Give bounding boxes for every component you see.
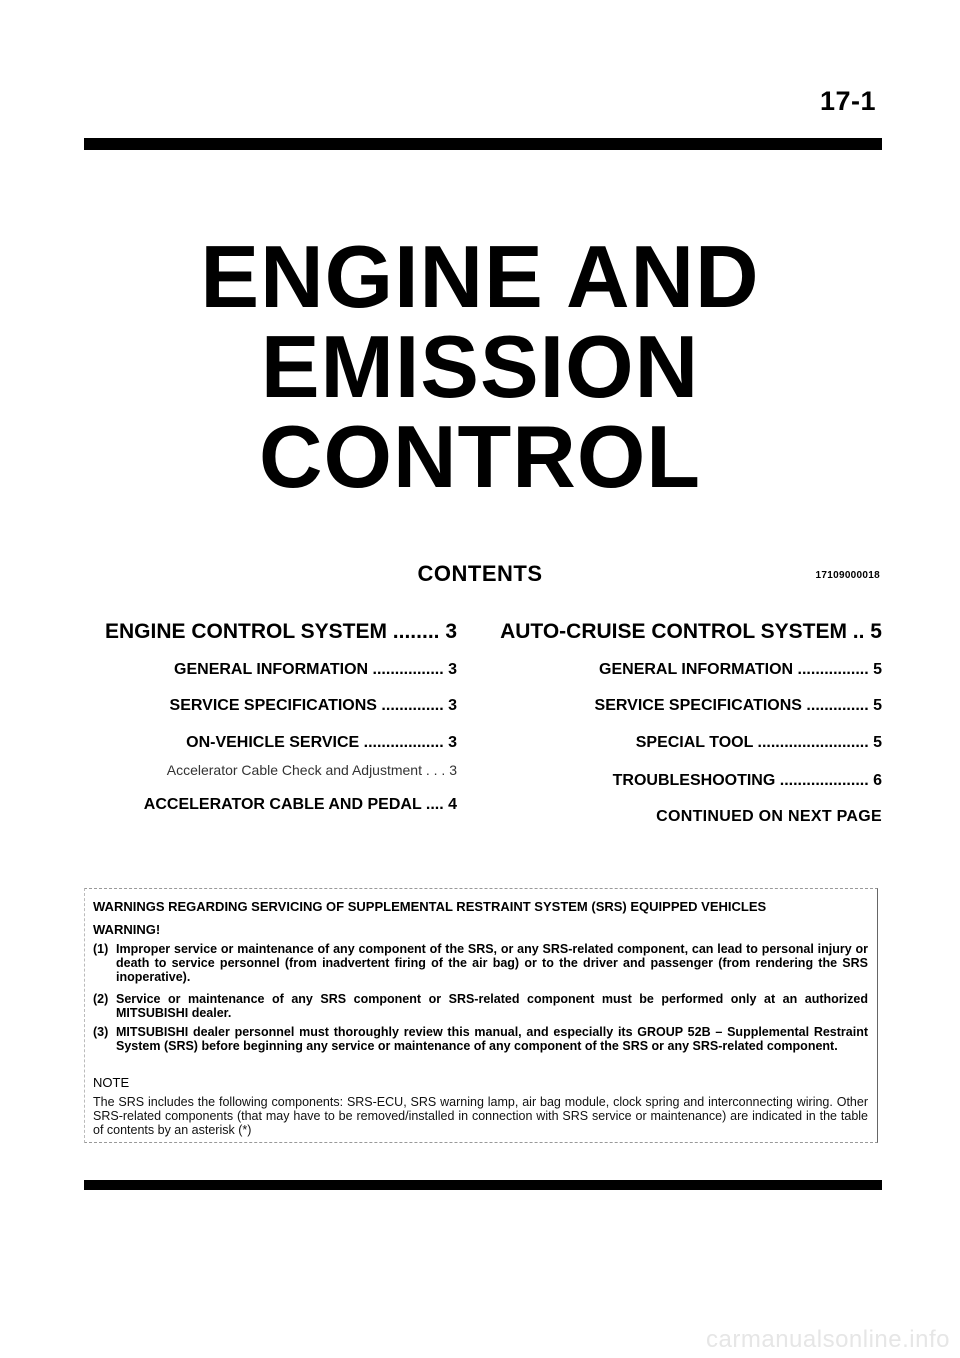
title-line-2: EMISSION — [260, 317, 700, 416]
toc-on-vehicle-service[interactable]: ON-VEHICLE SERVICE .................. 3 — [186, 734, 457, 751]
warning-item-2 — [93, 992, 868, 1020]
warning-item-text: MITSUBISHI dealer personnel must thoroughly review this manual, and especially its GROUP 52B – Supplemental Restraint System (SRS) before beginning any service or maintenance of any component of the SRS or any SRS-related component. — [116, 1025, 868, 1053]
note-label: NOTE — [93, 1075, 130, 1090]
toc-left-general-information[interactable]: GENERAL INFORMATION ................ 3 — [174, 661, 457, 678]
document-code: 17109000018 — [815, 570, 880, 581]
toc-engine-control-system[interactable]: ENGINE CONTROL SYSTEM ........ 3 — [105, 620, 457, 643]
toc-right-service-specifications[interactable]: SERVICE SPECIFICATIONS .............. 5 — [594, 697, 882, 714]
warning-item-1 — [93, 942, 868, 984]
warning-item-3 — [93, 1025, 868, 1053]
bottom-rule — [84, 1180, 882, 1190]
continued-note: CONTINUED ON NEXT PAGE — [656, 808, 882, 825]
warning-label: WARNING! — [93, 922, 161, 937]
chapter-title — [0, 227, 960, 506]
contents-heading: CONTENTS — [417, 561, 543, 586]
warning-heading: WARNINGS REGARDING SERVICING OF SUPPLEMENTAL RESTRAINT SYSTEM (SRS) EQUIPPED VEHICLES — [93, 899, 767, 914]
toc-special-tool[interactable]: SPECIAL TOOL ......................... 5 — [635, 734, 882, 751]
footer-watermark: carmanualsonline.info — [706, 1326, 950, 1353]
page-number: 17-1 — [819, 86, 876, 116]
toc-accelerator-cable-pedal[interactable]: ACCELERATOR CABLE AND PEDAL .... 4 — [143, 796, 457, 813]
warning-item-number: (3) — [93, 1025, 109, 1039]
toc-troubleshooting[interactable]: TROUBLESHOOTING .................... 6 — [612, 772, 882, 789]
warning-item-number: (2) — [93, 992, 109, 1006]
title-line-3: CONTROL — [258, 407, 702, 506]
note-text: The SRS includes the following components: SRS-ECU, SRS warning lamp, air bag module, clock spring and interconnecting wiring. Other SRS-related components (that may have to be removed/installed in connection with SRS service or maintenance) are indicated in the table of contents by an asterisk (*) — [93, 1095, 868, 1137]
warning-item-text: Service or maintenance of any SRS component or SRS-related component must be performed only at an authorized MITSUBISHI dealer. — [116, 992, 868, 1020]
top-rule — [84, 138, 882, 150]
title-line-1: ENGINE AND — [200, 227, 760, 326]
srs-warning-box — [84, 888, 878, 1143]
toc-auto-cruise-control-system[interactable]: AUTO-CRUISE CONTROL SYSTEM .. 5 — [500, 620, 882, 643]
toc-accelerator-cable-check[interactable]: Accelerator Cable Check and Adjustment . . . 3 — [166, 762, 457, 778]
toc-right-general-information[interactable]: GENERAL INFORMATION ................ 5 — [599, 661, 882, 678]
warning-item-text: Improper service or maintenance of any component of the SRS, or any SRS-related component, can lead to personal injury or death to service personnel (from inadvertent firing of the air bag) or to the driver and passenger (from rendering the SRS inoperative). — [116, 942, 868, 984]
warning-item-number: (1) — [93, 942, 109, 956]
toc-left-service-specifications[interactable]: SERVICE SPECIFICATIONS .............. 3 — [169, 697, 457, 714]
